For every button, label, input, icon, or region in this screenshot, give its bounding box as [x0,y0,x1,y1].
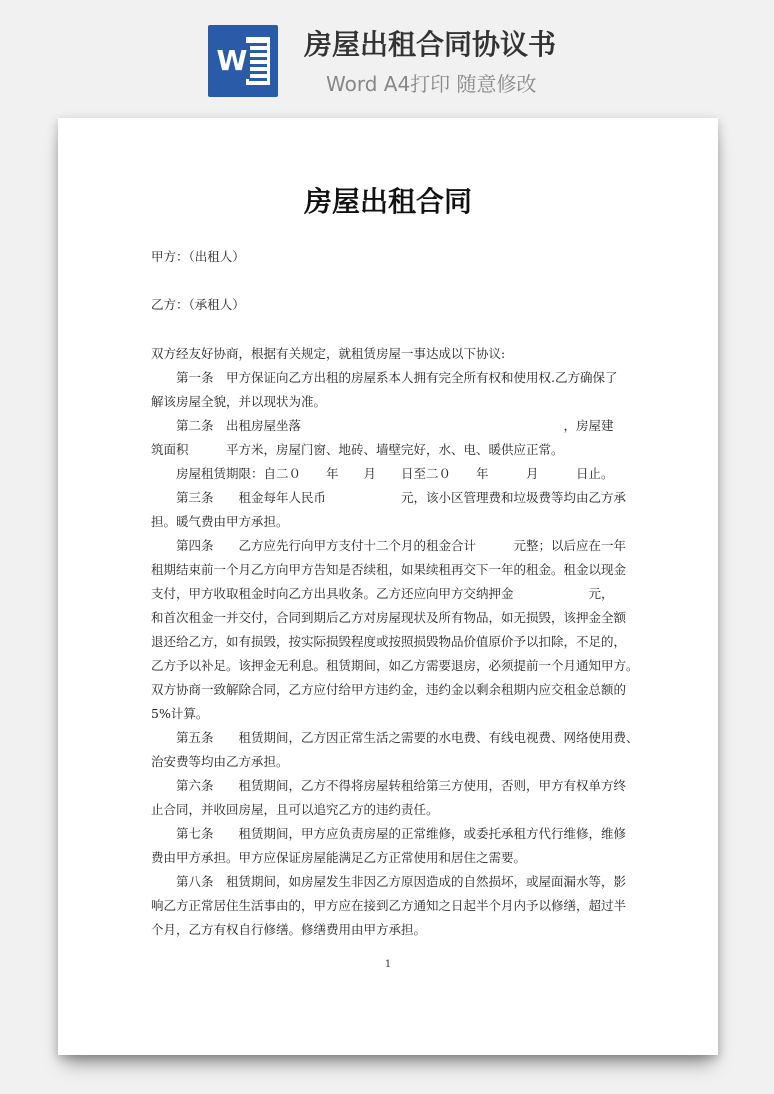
party-b-line: 乙方：（承租人） [151,297,245,312]
body-line: 解该房屋全貌，并以现状为准。 [151,394,327,409]
body-line: 双方协商一致解除合同，乙方应付给甲方违约金，违约金以剩余租期内应交租金总额的 [151,682,627,697]
body-line: 房屋租赁期限：自二０ 年 月 日至二０ 年 月 日止。 [151,466,614,481]
body-line: 第六条 租赁期间，乙方不得将房屋转租给第三方使用，否则，甲方有权单方终 [151,778,627,793]
document-title: 房屋出租合同 [303,185,472,218]
body-line: 费由甲方承担。甲方应保证房屋能满足乙方正常使用和居住之需要。 [151,850,527,865]
body-line: 筑面积 平方米，房屋门窗、地砖、墙壁完好，水、电、暖供应正常。 [151,442,564,457]
body-line: 个月，乙方有权自行修缮。修缮费用由甲方承担。 [151,922,427,937]
body-line: 第二条 出租房屋坐落 ，房屋建 [151,418,614,433]
body-line: 第七条 租赁期间，甲方应负责房屋的正常维修，或委托承租方代行维修，维修 [151,826,627,841]
body-line: 退还给乙方，如有损毁，按实际损毁程度或按照损毁物品价值原价予以扣除，不足的， [151,634,627,649]
body-line: 支付，甲方收取租金时向乙方出具收条。乙方还应向甲方交纳押金 元， [151,586,614,601]
preamble-line: 双方经友好协商，根据有关规定，就租赁房屋一事达成以下协议: [151,346,506,361]
body-line: 租期结束前一个月乙方向甲方告知是否续租，如果续租再交下一年的租金。租金以现金 [151,562,627,577]
body-line: 第四条 乙方应先行向甲方支付十二个月的租金合计 元整；以后应在一年 [151,538,627,553]
party-a-line: 甲方：（出租人） [151,249,245,264]
body-line: 担。暖气费由甲方承担。 [151,514,289,529]
body-line: 和首次租金一并交付，合同到期后乙方对房屋现状及所有物品，如无损毁，该押金全额 [151,610,627,625]
document-banner [0,0,774,112]
body-line: 治安费等均由乙方承担。 [151,754,289,769]
body-line: 止合同，并收回房屋，且可以追究乙方的违约责任。 [151,802,439,817]
banner-subtitle: Word A4打印 随意修改 [326,72,537,96]
body-line: 5%计算。 [151,706,209,721]
body-line: 第一条 甲方保证向乙方出租的房屋系本人拥有完全所有权和使用权.乙方确保了 [151,370,618,385]
word-letter: W [214,43,250,79]
body-line: 第八条 租赁期间，如房屋发生非因乙方原因造成的自然损坏，或屋面漏水等，影 [151,874,627,889]
page-number: 1 [384,959,392,970]
body-line: 第三条 租金每年人民币 元，该小区管理费和垃圾费等均由乙方承 [151,490,627,505]
document-page [58,118,718,1055]
body-line: 第五条 租赁期间，乙方因正常生活之需要的水电费、有线电视费、网络使用费、 [151,730,639,745]
word-document-icon [208,25,278,97]
body-line: 响乙方正常居住生活事由的，甲方应在接到乙方通知之日起半个月内予以修缮，超过半 [151,898,627,913]
body-line: 乙方予以补足。该押金无利息。租赁期间，如乙方需要退房，必须提前一个月通知甲方。 [151,658,639,673]
banner-title: 房屋出租合同协议书 [304,28,557,61]
